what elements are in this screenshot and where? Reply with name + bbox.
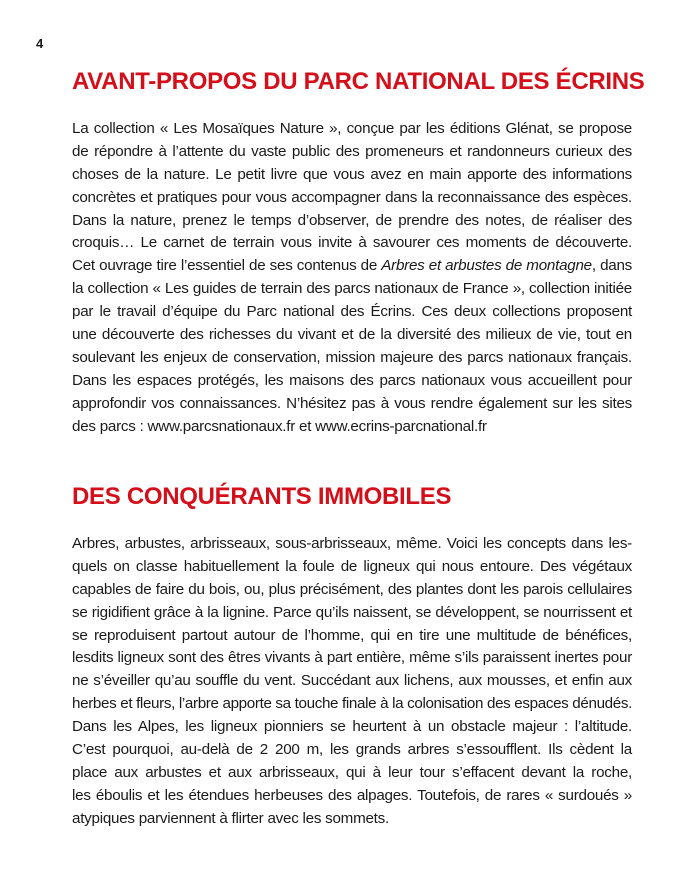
- page-number: 4: [36, 36, 44, 51]
- text-line: capables de faire du bois, ou, plus précisément, des plantes dont les parois cellulaires: [72, 580, 632, 598]
- text-line: la collection « Les guides de terrain des parcs nationaux de France », collection initiée: [72, 280, 632, 298]
- text-line: Dans la nature, prenez le temps d’observer, de prendre des notes, de réaliser des: [72, 211, 632, 229]
- text-line: place aux arbustes et aux arbrisseaux, qui à leur tour s’effacent devant la roche,: [72, 763, 632, 781]
- text-line: se reproduisent partout autour de l’homme, qui en tire une multitude de bénéfices,: [72, 626, 632, 644]
- text-segment: Cet ouvrage tire l’essentiel de ses contenus de: [72, 257, 382, 275]
- text-line: [72, 255, 632, 278]
- text-line: herbes et fleurs, l’arbre apporte sa touche finale à la colonisation des espaces dénudés.: [72, 695, 632, 713]
- text-line: croquis… Le carnet de terrain vous invite à savourer ces moments de découverte.: [72, 234, 632, 252]
- text-line: ne s’éveiller qu’au souffle du vent. Succédant aux lichens, aux mousses, et enfin aux: [72, 672, 632, 690]
- text-line: atypiques parviennent à flirter avec les sommets.: [72, 809, 389, 827]
- book-title: Arbres et arbustes de montagne: [381, 257, 592, 275]
- text-line: choses de la nature. Le petit livre que vous avez en main apporte des informations: [72, 165, 632, 183]
- text-line: des parcs : www.parcsnationaux.fr et www.ecrins-parcnational.fr: [72, 417, 487, 435]
- text-line: une découverte des richesses du vivant et de la diversité des milieux de vie, tout en: [72, 326, 632, 344]
- text-line: Dans les espaces protégés, les maisons des parcs nationaux vous accueillent pour: [72, 371, 632, 389]
- text-line: approfondir vos connaissances. N’hésitez pas à vous rendre également sur les sites: [72, 394, 632, 412]
- text-line: C’est pourquoi, au-delà de 2 200 m, les grands arbres s’essoufflent. Ils cèdent la: [72, 741, 632, 759]
- paragraph-avant-propos: [72, 118, 632, 438]
- text-line: Arbres, arbustes, arbrisseaux, sous-arbrisseaux, même. Voici les concepts dans les-: [72, 535, 632, 552]
- section-heading-conquerants: DES CONQUÉRANTS IMMOBILES: [72, 483, 452, 510]
- text-line: par le travail d’équipe du Parc national des Écrins. Ces deux collections proposent: [72, 303, 632, 321]
- paragraph-conquerants: [72, 533, 632, 831]
- text-segment: , dans: [591, 257, 633, 275]
- text-line: les éboulis et les étendues herbeuses des alpages. Toutefois, de rares « surdoués »: [72, 786, 632, 804]
- text-line: lesdits ligneux sont des êtres vivants à part entière, même s’ils paraissent inertes pour: [72, 649, 632, 667]
- text-line: La collection « Les Mosaïques Nature », conçue par les éditions Glénat, se propose: [72, 120, 632, 137]
- section-heading-avant-propos: AVANT-PROPOS DU PARC NATIONAL DES ÉCRINS: [72, 68, 645, 95]
- text-line: quels on classe habituellement la foule de ligneux qui nous entoure. Des végétaux: [72, 557, 632, 575]
- text-line: concrètes et pratiques pour vous accompagner dans la reconnaissance des espèces.: [72, 188, 632, 206]
- text-line: soulevant les enjeux de conservation, mission majeure des parcs nationaux français.: [72, 348, 632, 366]
- text-line: Dans les Alpes, les ligneux pionniers se heurtent à un obstacle majeur : l’altitude.: [72, 718, 632, 736]
- text-line: se rigidifient grâce à la lignine. Parce qu’ils naissent, se développent, se nourrissent et: [72, 603, 632, 621]
- text-line: de répondre à l’attente du vaste public des promeneurs et randonneurs curieux des: [72, 142, 632, 160]
